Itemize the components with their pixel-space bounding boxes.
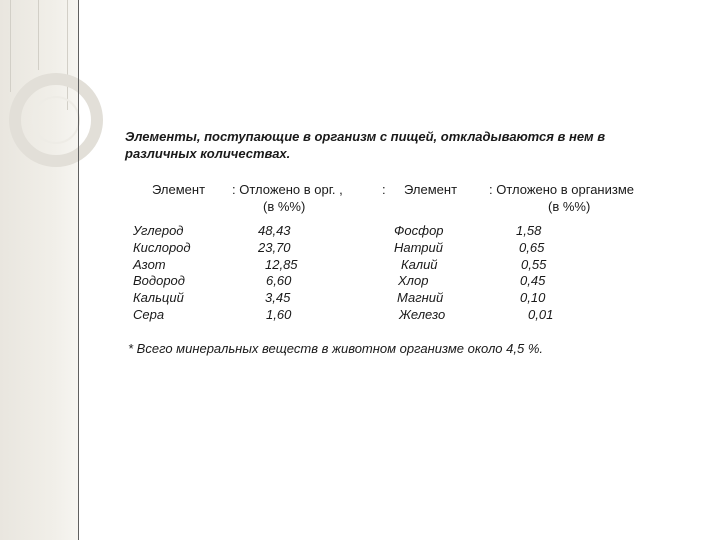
table-cell: Фосфор [394,223,444,238]
header-deposit-left-unit: (в %%) [263,199,306,214]
table-cell: Хлор [398,273,429,289]
intro-line-2: различных количествах. [125,146,291,161]
table-cell: 12,85 [265,256,298,272]
table-cell: Магний [397,290,444,306]
intro-line-1: Элементы, поступающие в организм с пищей, откладываются в нем в [125,129,606,144]
table-cell: 1,58 [516,223,542,238]
table-cell: Азот [133,256,166,272]
header-element-left: Элемент [152,182,206,197]
table-cell: 0,45 [520,273,546,289]
left-elements-column [133,223,191,324]
decor-ring-inner [32,96,80,144]
table-cell: Натрий [394,239,443,255]
decor-line [10,0,11,92]
header-deposit-left: : Отложено в орг. , [232,182,343,197]
header-separator: : [382,182,386,197]
decor-line [38,0,39,70]
header-deposit-right: : Отложено в организме [489,182,634,197]
table-cell: 48,43 [258,223,291,238]
table-cell: 23,70 [258,239,291,255]
table-cell: Железо [399,306,446,322]
right-values-column [516,223,553,324]
table-cell: Углерод [133,223,184,238]
table-cell: 3,45 [265,290,291,306]
intro-paragraph [125,128,685,162]
table-cell: Калий [401,256,438,272]
table-cell: Кислород [133,239,191,255]
table-cell: 0,65 [519,239,545,255]
header-deposit-right-unit: (в %%) [548,199,591,214]
right-elements-column [394,223,445,324]
table-cell: Водород [133,273,185,289]
table-cell: 1,60 [266,306,292,322]
table-cell: 0,10 [520,290,546,306]
table-cell: Сера [133,306,165,322]
table-cell: 6,60 [266,273,292,289]
table-cell: Кальций [133,290,184,306]
footnote: * Всего минеральных веществ в животном организме около 4,5 %. [128,341,543,356]
table-cell: 0,55 [521,256,547,272]
header-element-right: Элемент [404,182,458,197]
left-edge-line [78,0,79,540]
left-values-column [258,223,298,324]
table-cell: 0,01 [528,306,554,322]
